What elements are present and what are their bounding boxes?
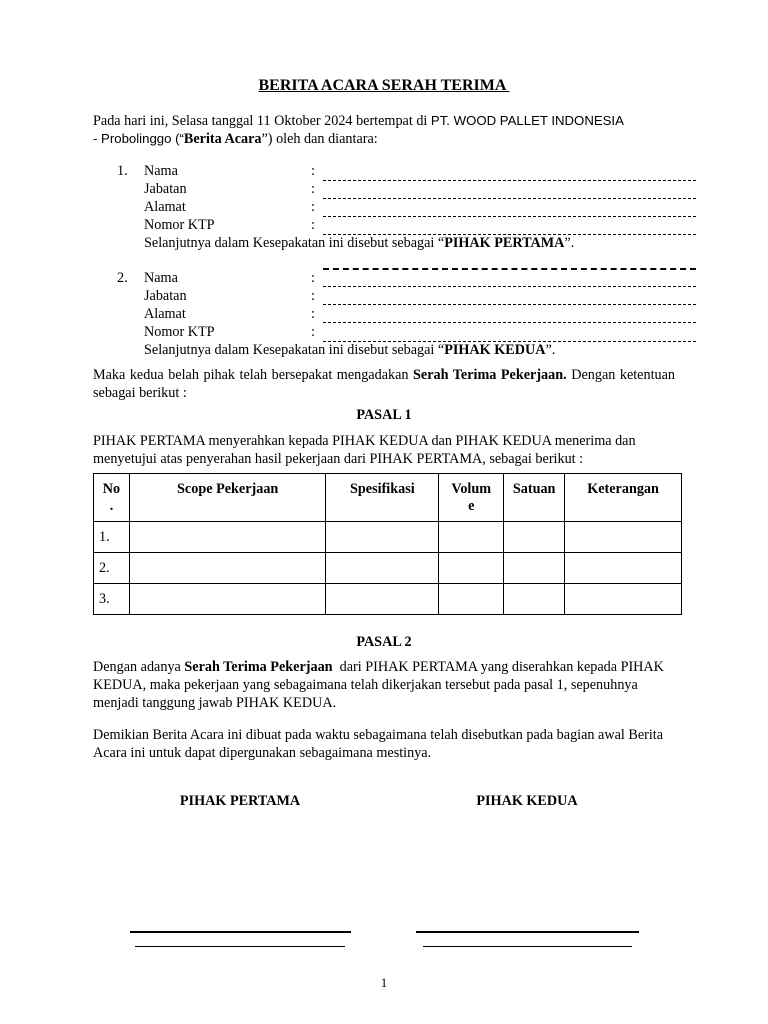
party1-colon: :	[311, 163, 315, 179]
party1-alamat-blank[interactable]	[323, 216, 696, 217]
scope-cell[interactable]	[129, 522, 326, 553]
signature-label-pihak-kedua: PIHAK KEDUA	[476, 793, 578, 809]
party1-field-ktp: Nomor KTP	[144, 217, 215, 233]
header-spec: Spesifikasi	[326, 474, 439, 522]
pasal2-paragraph-1	[93, 658, 678, 712]
notes-cell[interactable]	[565, 584, 682, 615]
pasal1-text: PIHAK PERTAMA menyerahkan kepada PIHAK KEDUA dan PIHAK KEDUA menerima dan menyetujui atas penyerahan hasil pekerjaan dari PIHAK PERTAMA, sebagai berikut :	[93, 433, 636, 467]
pasal2-paragraph-2: Demikian Berita Acara ini dibuat pada waktu sebagaimana telah disebutkan pada bagian awal Berita Acara ini untuk dapat dipergunakan sebagaimana mestinya.	[93, 727, 664, 761]
page-number: 1	[380, 975, 388, 990]
agreement-suffix: Dengan ketentuan sebagai berikut :	[93, 367, 676, 401]
berita-acara-term: Berita Acara	[183, 131, 262, 147]
party2-colon: :	[311, 306, 315, 322]
notes-cell[interactable]	[565, 522, 682, 553]
table-row	[94, 522, 682, 553]
header-no-text: No	[102, 481, 121, 497]
party1-note-end: ”.	[564, 235, 575, 251]
agreement-text: Maka kedua belah pihak telah bersepakat mengadakan	[93, 367, 414, 383]
header-no-dot: .	[109, 498, 114, 514]
intro-line-2	[93, 130, 675, 148]
party1-designation: PIHAK PERTAMA	[444, 235, 565, 251]
header-unit: Satuan	[504, 474, 565, 522]
name-line-pihak-pertama[interactable]	[135, 946, 345, 947]
unit-cell[interactable]	[504, 522, 565, 553]
intro-suffix: ”) oleh dan diantara:	[261, 131, 378, 147]
party1-field-jabatan: Jabatan	[144, 181, 187, 197]
header-scope: Scope Pekerjaan	[129, 474, 326, 522]
notes-cell[interactable]	[565, 553, 682, 584]
scope-cell[interactable]	[129, 553, 326, 584]
header-volume-text: Volum	[451, 481, 492, 497]
party2-jabatan-blank[interactable]	[323, 304, 696, 305]
party2-nama-blank[interactable]	[323, 286, 696, 287]
pasal2-heading: PASAL 2	[356, 634, 412, 650]
row-number: 1.	[94, 522, 130, 553]
volume-cell[interactable]	[439, 553, 504, 584]
party1-number: 1.	[117, 163, 128, 179]
pasal2-bold: Serah Terima Pekerjaan	[184, 659, 333, 675]
header-no	[94, 474, 130, 522]
document-title: BERITA ACARA SERAH TERIMA	[258, 77, 510, 94]
party2-colon: :	[311, 324, 315, 340]
intro-text: Pada hari ini, Selasa tanggal 11 Oktober 2024 bertempat di	[93, 113, 431, 129]
pasal1-heading: PASAL 1	[356, 407, 412, 423]
signature-label-pihak-pertama: PIHAK PERTAMA	[179, 793, 301, 809]
agreement-bold: Serah Terima Pekerjaan.	[413, 367, 567, 383]
unit-cell[interactable]	[504, 553, 565, 584]
party2-field-ktp: Nomor KTP	[144, 324, 215, 340]
intro-line-1	[93, 112, 675, 130]
row-number: 2.	[94, 553, 130, 584]
party1-jabatan-blank[interactable]	[323, 198, 696, 199]
table-header-row	[94, 474, 682, 522]
volume-cell[interactable]	[439, 522, 504, 553]
party1-colon: :	[311, 181, 315, 197]
party2-designation: PIHAK KEDUA	[444, 342, 546, 358]
party1-field-alamat: Alamat	[144, 199, 186, 215]
spec-cell[interactable]	[326, 553, 439, 584]
party2-field-jabatan: Jabatan	[144, 288, 187, 304]
table-row	[94, 584, 682, 615]
party2-top-blank[interactable]	[323, 268, 696, 270]
pasal2-text-rest: dari PIHAK PERTAMA yang diserahkan kepada PIHAK KEDUA, maka pekerjaan yang sebagaimana telah dikerjakan tersebut pada pasal 1, sepenuhnya menjadi tanggung jawab PIHAK KEDUA.	[93, 659, 668, 711]
header-notes: Keterangan	[565, 474, 682, 522]
party2-note-end: ”.	[545, 342, 556, 358]
header-volume	[439, 474, 504, 522]
party2-number: 2.	[117, 270, 128, 286]
party1-colon: :	[311, 199, 315, 215]
party1-note	[144, 235, 574, 252]
spec-cell[interactable]	[326, 522, 439, 553]
party2-colon: :	[311, 288, 315, 304]
unit-cell[interactable]	[504, 584, 565, 615]
party1-colon: :	[311, 217, 315, 233]
volume-cell[interactable]	[439, 584, 504, 615]
party2-note-text: Selanjutnya dalam Kesepakatan ini disebut sebagai “	[144, 342, 445, 358]
name-line-pihak-kedua[interactable]	[423, 946, 632, 947]
intro-dash: - Probolinggo (“	[93, 131, 184, 146]
signature-line-pihak-pertama[interactable]	[130, 931, 351, 933]
party2-field-alamat: Alamat	[144, 306, 186, 322]
party2-field-nama: Nama	[144, 270, 178, 286]
party1-note-text: Selanjutnya dalam Kesepakatan ini disebut sebagai “	[144, 235, 445, 251]
party2-note	[144, 342, 555, 359]
company-name: PT. WOOD PALLET INDONESIA	[430, 113, 624, 128]
header-volume-end: e	[468, 498, 475, 514]
work-table	[93, 473, 682, 615]
party1-field-nama: Nama	[144, 163, 178, 179]
table-row	[94, 553, 682, 584]
party1-nama-blank[interactable]	[323, 180, 696, 181]
party2-colon: :	[311, 270, 315, 286]
row-number: 3.	[94, 584, 130, 615]
pasal2-text: Dengan adanya	[93, 659, 185, 675]
scope-cell[interactable]	[129, 584, 326, 615]
party2-alamat-blank[interactable]	[323, 322, 696, 323]
spec-cell[interactable]	[326, 584, 439, 615]
signature-line-pihak-kedua[interactable]	[416, 931, 639, 933]
agreement-paragraph	[93, 366, 675, 402]
